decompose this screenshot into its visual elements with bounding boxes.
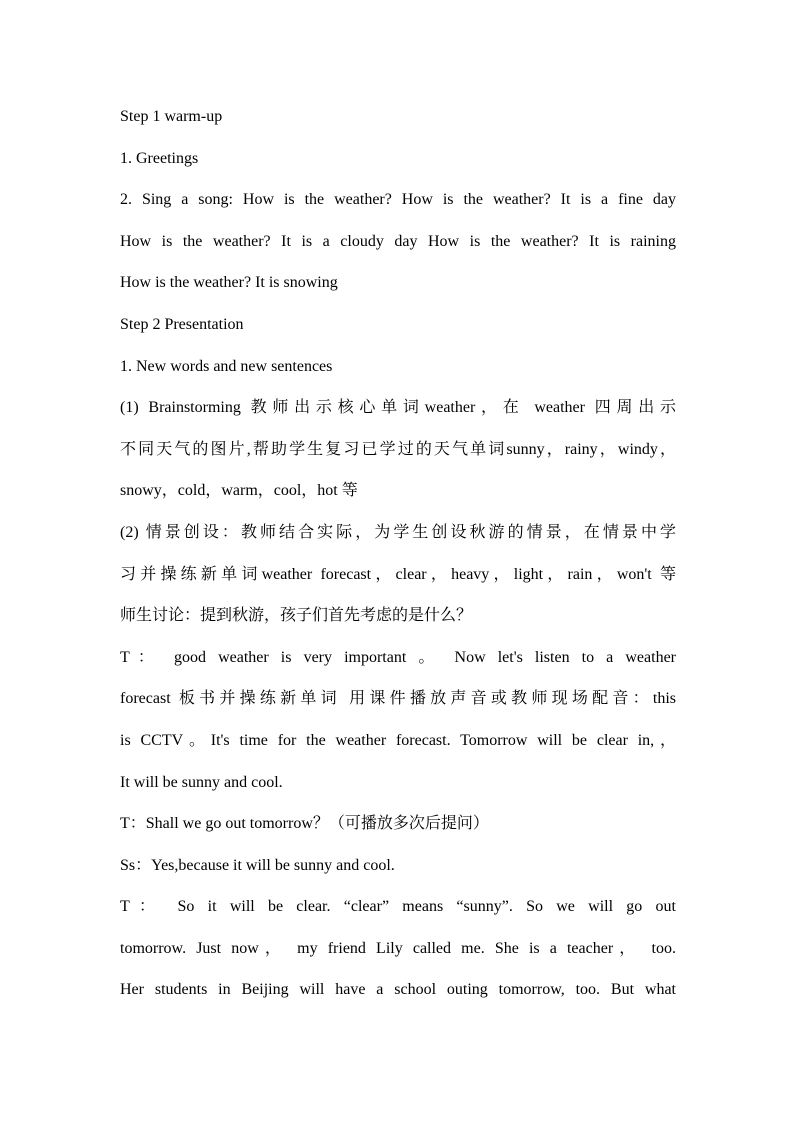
dialogue-line-4: It will be sunny and cool. xyxy=(120,773,283,791)
song-line-3: How is the weather? It is snowing xyxy=(120,274,338,292)
teacher-line-3: Her students in Beijing will have a school outing tomorrow, too. But what xyxy=(120,981,676,999)
brainstorming-line-1: (1) Brainstorming 教师出示核心单词weather，在 weather 四周出示 xyxy=(120,399,676,417)
scenario-line-2: 习并操练新单词weather forecast，clear，heavy，light，rain，won't 等 xyxy=(120,565,676,583)
song-line-2: How is the weather? It is a cloudy day How is the weather? It is raining xyxy=(120,232,676,250)
dialogue-line-3: is CCTV。It's time for the weather forecast. Tomorrow will be clear in,， xyxy=(120,731,676,749)
lesson-plan-text xyxy=(120,96,676,1011)
step-2-heading: Step 2 Presentation xyxy=(120,315,244,333)
new-words-item: 1. New words and new sentences xyxy=(120,357,333,375)
brainstorming-line-2: 不同天气的图片,帮助学生复习已学过的天气单词sunny，rainy，windy， xyxy=(120,440,676,458)
teacher-line-2: tomorrow. Just now， my friend Lily called me. She is a teacher， too. xyxy=(120,939,676,957)
song-line-1: 2. Sing a song: How is the weather? How is the weather? It is a fine day xyxy=(120,191,676,209)
dialogue-line-1: T： good weather is very important 。 Now let's listen to a weather xyxy=(120,648,676,666)
greetings-item: 1. Greetings xyxy=(120,149,199,167)
dialogue-line-2: forecast 板书并操练新单词 用课件播放声音或教师现场配音：this xyxy=(120,690,676,708)
students-answer-line: Ss：Yes,because it will be sunny and cool. xyxy=(120,856,395,874)
discussion-line: 师生讨论：提到秋游，孩子们首先考虑的是什么？ xyxy=(120,607,473,625)
brainstorming-line-3: snowy，cold，warm，cool，hot 等 xyxy=(120,482,358,500)
teacher-question-line: T：Shall we go out tomorrow？（可播放多次后提问） xyxy=(120,815,489,833)
scenario-line-1: (2) 情景创设：教师结合实际，为学生创设秋游的情景，在情景中学 xyxy=(120,523,676,541)
step-1-heading: Step 1 warm-up xyxy=(120,108,223,125)
teacher-line-1: T： So it will be clear. “clear” means “sunny”. So we will go out xyxy=(120,898,676,916)
